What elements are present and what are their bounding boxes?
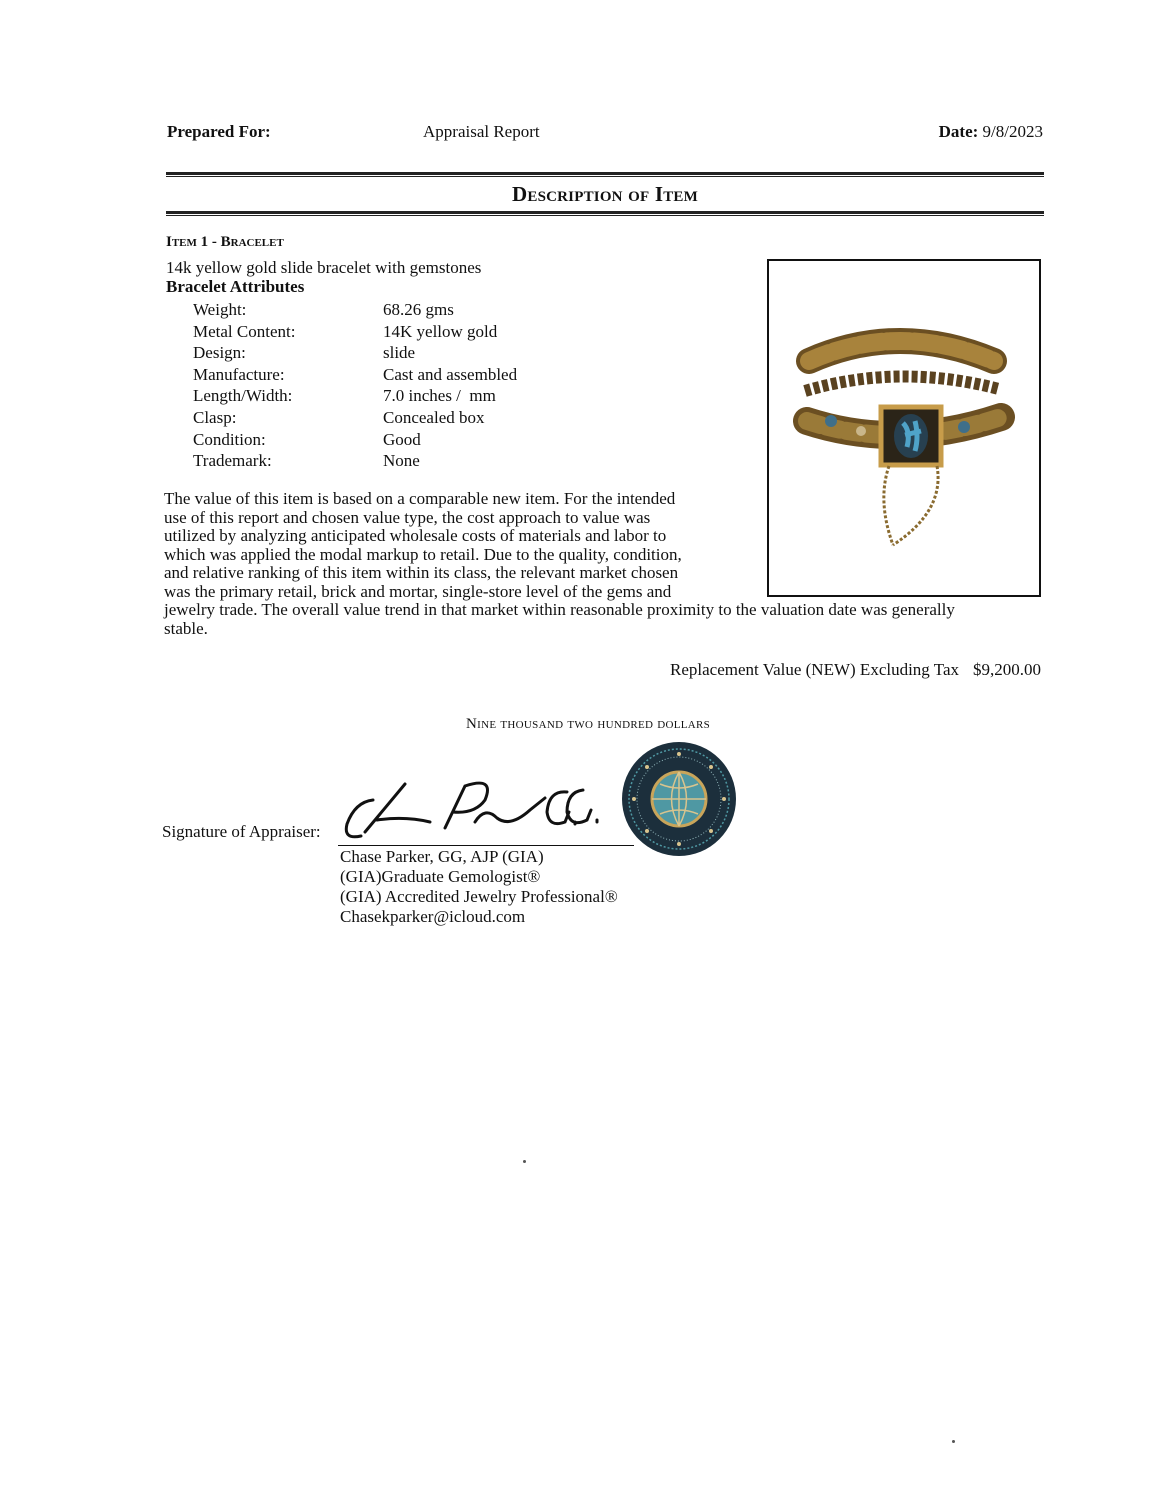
attribute-label: Design: bbox=[193, 343, 246, 363]
appraiser-name: Chase Parker, GG, AJP (GIA) bbox=[340, 847, 544, 866]
report-date bbox=[939, 122, 1043, 142]
attribute-row bbox=[193, 299, 517, 321]
item-description: 14k yellow gold slide bracelet with gemstones bbox=[166, 258, 482, 277]
attribute-value: 14K yellow gold bbox=[383, 321, 498, 341]
paragraph-line: which was applied the modal markup to retail. Due to the quality, condition, bbox=[164, 544, 682, 564]
attribute-value: 68.26 gms bbox=[383, 300, 454, 319]
attribute-row bbox=[193, 429, 517, 451]
slide-charm bbox=[881, 407, 941, 465]
attribute-value: Concealed box bbox=[383, 407, 485, 427]
top-rule bbox=[166, 172, 1044, 177]
paragraph-line: use of this report and chosen value type, the cost approach to value was bbox=[164, 507, 651, 527]
bracelet-band-middle bbox=[805, 376, 999, 391]
bottom-rule bbox=[166, 211, 1044, 216]
valuation-paragraph bbox=[164, 490, 1044, 638]
scan-speck bbox=[523, 1160, 526, 1163]
date-value: 9/8/2023 bbox=[982, 122, 1043, 141]
appraiser-details bbox=[340, 847, 618, 927]
attribute-row bbox=[193, 450, 517, 472]
paragraph-line: stable. bbox=[164, 618, 208, 638]
attribute-value: None bbox=[383, 451, 420, 471]
attribute-row bbox=[193, 407, 517, 429]
attribute-label: Condition: bbox=[193, 429, 266, 449]
section-title: Description of Item bbox=[512, 182, 698, 206]
appraiser-credential: (GIA) Accredited Jewelry Professional® bbox=[340, 887, 618, 906]
attribute-value: 7.0 inches / mm bbox=[383, 386, 496, 406]
attribute-label: Length/Width: bbox=[193, 386, 293, 406]
attribute-label: Manufacture: bbox=[193, 364, 285, 384]
paragraph-line: and relative ranking of this item within its class, the relevant market chosen bbox=[164, 563, 679, 582]
bracelet-band-top bbox=[809, 341, 994, 361]
scan-speck bbox=[952, 1440, 955, 1443]
paragraph-line: jewelry trade. The overall value trend in that market within reasonable proximity to the valuation date was generally bbox=[164, 600, 955, 619]
attribute-value: Cast and assembled bbox=[383, 364, 518, 384]
attribute-value: slide bbox=[383, 343, 416, 363]
attribute-label: Metal Content: bbox=[193, 321, 296, 341]
handwritten-signature bbox=[335, 762, 625, 852]
value-in-words: Nine thousand two hundred dollars bbox=[466, 716, 711, 732]
paragraph-line: was the primary retail, brick and mortar, single-store level of the gems and bbox=[164, 581, 672, 601]
appraiser-credential: (GIA)Graduate Gemologist® bbox=[340, 867, 541, 886]
paragraph-line: utilized by analyzing anticipated wholesale costs of materials and labor to bbox=[164, 526, 667, 545]
attributes-table bbox=[193, 299, 517, 472]
replacement-value bbox=[670, 660, 1041, 680]
appraiser-email: Chasekparker@icloud.com bbox=[340, 907, 526, 926]
date-label: Date: bbox=[938, 122, 979, 141]
report-title: Appraisal Report bbox=[423, 122, 540, 141]
attribute-row bbox=[193, 364, 517, 386]
attribute-row bbox=[193, 321, 517, 343]
gemologist-seal-icon bbox=[620, 740, 738, 858]
attribute-value: Good bbox=[383, 429, 421, 449]
attributes-heading: Bracelet Attributes bbox=[166, 277, 305, 296]
attribute-label: Trademark: bbox=[193, 451, 272, 471]
value-amount: $9,200.00 bbox=[973, 660, 1041, 679]
attribute-label: Weight: bbox=[193, 300, 247, 319]
attribute-label: Clasp: bbox=[193, 407, 237, 427]
attribute-row bbox=[193, 385, 517, 407]
attribute-row bbox=[193, 342, 517, 364]
prepared-for-label: Prepared For: bbox=[167, 122, 271, 141]
signature-line bbox=[338, 845, 634, 846]
item-title: Item 1 - Bracelet bbox=[166, 234, 284, 250]
value-label: Replacement Value (NEW) Excluding Tax bbox=[670, 660, 959, 679]
signature-label: Signature of Appraiser: bbox=[162, 822, 321, 841]
paragraph-line: The value of this item is based on a comparable new item. For the intended bbox=[164, 489, 676, 508]
